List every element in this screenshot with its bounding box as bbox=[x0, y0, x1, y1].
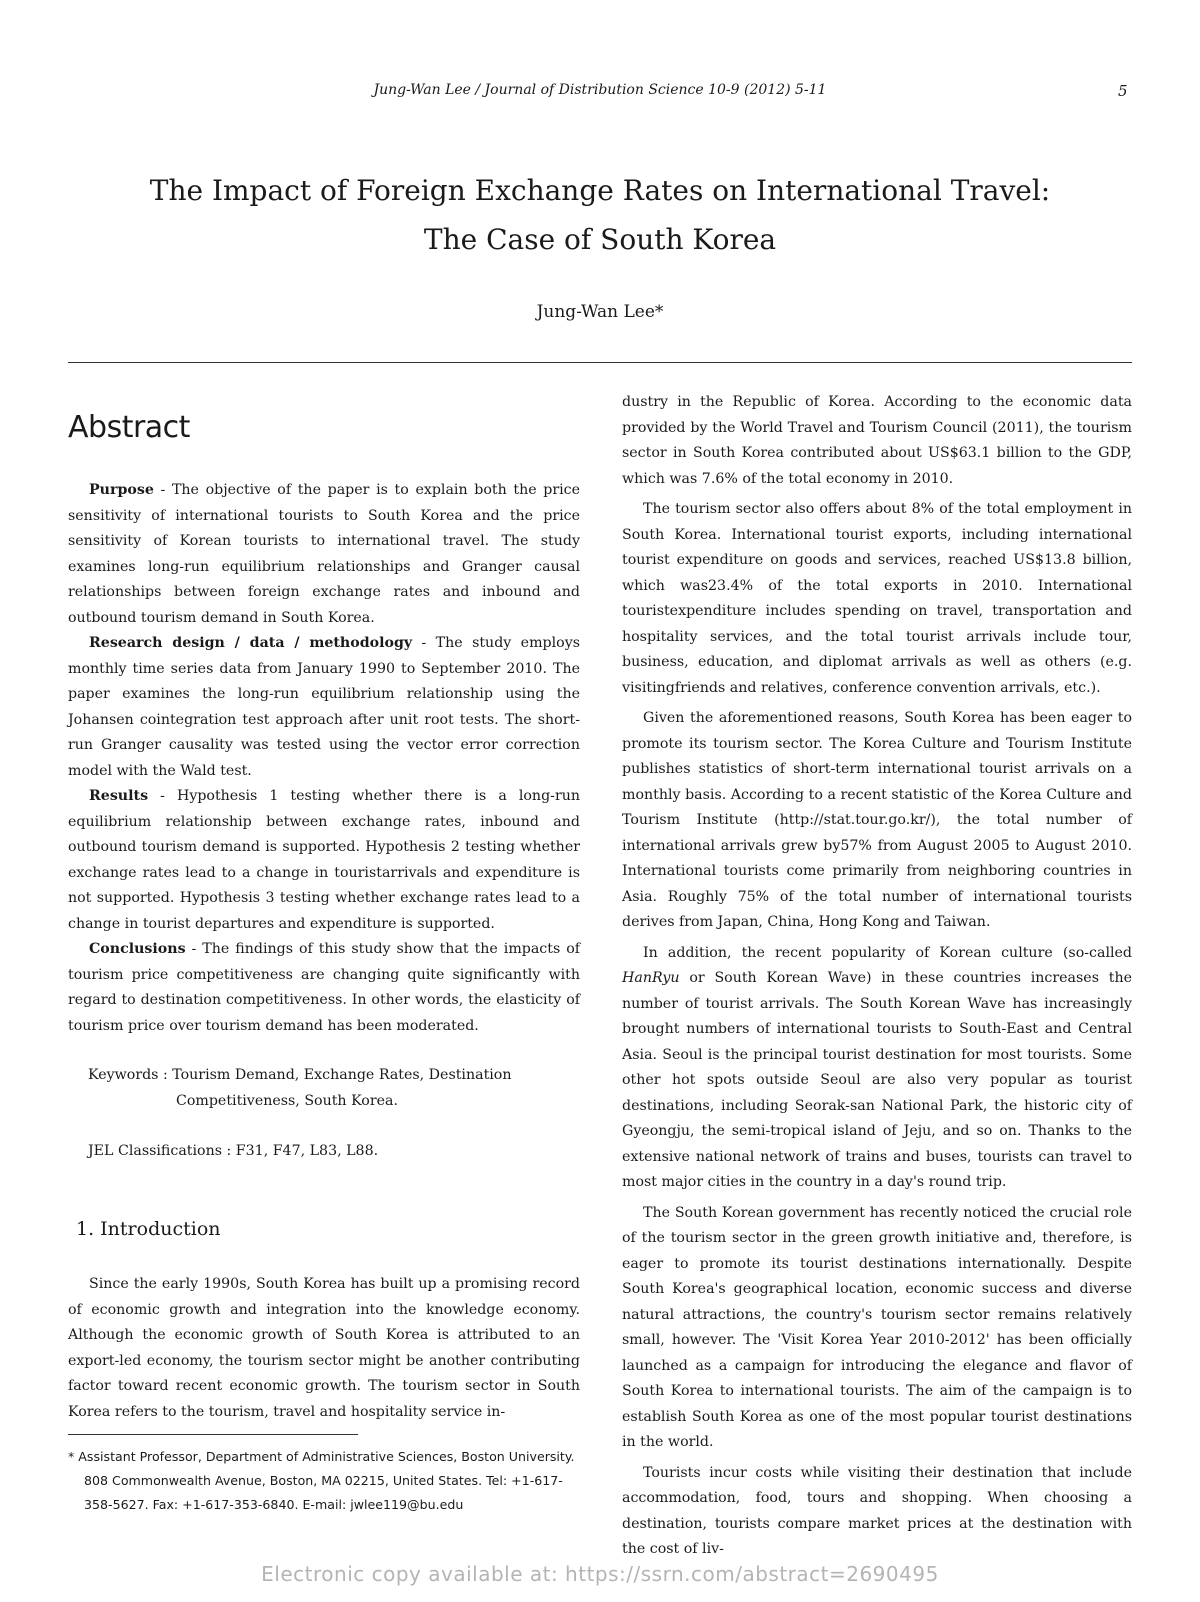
running-head: Jung-Wan Lee / Journal of Distribution Science 10-9 (2012) 5-11 bbox=[373, 82, 827, 98]
introduction-body bbox=[68, 1272, 580, 1425]
abstract-purpose bbox=[68, 478, 580, 631]
abstract-conclusions bbox=[68, 937, 580, 1039]
title-line-1: The Impact of Foreign Exchange Rates on International Travel: bbox=[149, 174, 1051, 207]
ssrn-watermark bbox=[0, 1562, 1200, 1586]
right-paragraph-6: Tourists incur costs while visiting their destination that include accommodation, food, tours and shopping. When choosing a destination, tourists compare market prices at the destination with the cost of liv- bbox=[622, 1464, 1132, 1557]
purpose-label: Purpose bbox=[89, 482, 154, 498]
author-name: Jung-Wan Lee* bbox=[536, 302, 664, 322]
keywords-text: Tourism Demand, Exchange Rates, Destination Competitiveness, South Korea. bbox=[172, 1067, 512, 1109]
abstract-results bbox=[68, 784, 580, 937]
watermark-text: Electronic copy available at: https://ssrn.com/abstract=2690495 bbox=[261, 1562, 939, 1586]
page-number: 5 bbox=[1118, 82, 1128, 100]
intro-paragraph-1: Since the early 1990s, South Korea has built up a promising record of economic growth and integration into the knowledge economy. Although the economic growth of South Korea is attributed to an export-led economy, the tourism sector might be another contributing factor toward recent economic growth. The tourism sector in South Korea refers to the tourism, travel and hospitality service in- bbox=[68, 1276, 580, 1420]
right-paragraph-5: The South Korean government has recently noticed the crucial role of the tourism sector in the green growth initiative and, therefore, is eager to promote its tourist destinations internationally. Despite South Korea's geographical location, economic success and diverse natural attractions, the country's tourism sector remains relatively small, however. The 'Visit Korea Year 2010-2012' has been officially launched as a campaign for introducing the elegance and flavor of South Korea to international tourists. The aim of the campaign is to establish South Korea as one of the most popular tourist destinations in the world. bbox=[622, 1204, 1132, 1450]
conclusions-label: Conclusions bbox=[89, 941, 186, 957]
p4-post: or South Korean Wave) in these countries increases the number of tourist arrivals. The South Korean Wave has increasingly brought numbers of international tourists to South-East and Central Asia. Seoul is the principal tourist destination for most tourists. Some other hot spots outside Seoul are also very popular as tourist destinations, including Seorak-san National Park, the historic city of Gyeongju, the semi-tropical island of Jeju, and so on. Thanks to the extensive national network of trains and buses, tourists can travel to most major cities in the country in a day's round trip. bbox=[622, 970, 1132, 1190]
title-line-2: The Case of South Korea bbox=[423, 223, 777, 256]
section-heading-introduction: 1. Introduction bbox=[76, 1218, 221, 1240]
paper-title bbox=[100, 166, 1100, 264]
abstract-heading: Abstract bbox=[68, 410, 190, 445]
conclusions-text: - The findings of this study show that the impacts of tourism price competitiveness are changing quite significantly with regard to destination competitiveness. In other words, the elasticity of tourism price over tourism demand has been moderated. bbox=[68, 941, 580, 1034]
footnote-divider bbox=[68, 1434, 358, 1435]
right-paragraph-1: dustry in the Republic of Korea. According to the economic data provided by the World Travel and Tourism Council (2011), the tourism sector in South Korea contributed about US$63.1 billion to the GDP, which was 7.6% of the total economy in 2010. bbox=[622, 394, 1132, 487]
design-text: - The study employs monthly time series data from January 1990 to September 2010. The paper examines the long-run equilibrium relationship using the Johansen cointegration test approach after unit root tests. The short-run Granger causality was tested using the vector error correction model with the Wald test. bbox=[68, 635, 580, 779]
right-column bbox=[622, 390, 1132, 1568]
jel-classifications: JEL Classifications : F31, F47, L83, L88. bbox=[88, 1143, 379, 1159]
design-label: Research design / data / methodology bbox=[89, 635, 413, 651]
right-paragraph-4 bbox=[622, 941, 1132, 1196]
title-divider bbox=[68, 362, 1132, 363]
keywords-label: Keywords : bbox=[88, 1067, 173, 1083]
right-paragraph-3: Given the aforementioned reasons, South Korea has been eager to promote its tourism sector. The Korea Culture and Tourism Institute publishes statistics of short-term international tourist arrivals on a monthly basis. According to a recent statistic of the Korea Culture and Tourism Institute (http://stat.tour.go.kr/), the total number of international arrivals grew by57% from August 2005 to August 2010. International tourists come primarily from neighboring countries in Asia. Roughly 75% of the total number of international tourists derives from Japan, China, Hong Kong and Taiwan. bbox=[622, 710, 1132, 930]
results-text: - Hypothesis 1 testing whether there is a long-run equilibrium relationship between exchange rates, inbound and outbound tourism demand is supported. Hypothesis 2 testing whether exchange rates lead to a change in touristarrivals and expenditure is not supported. Hypothesis 3 testing whether exchange rates lead to a change in tourist departures and expenditure is supported. bbox=[68, 788, 580, 932]
abstract-body bbox=[68, 478, 580, 1039]
results-label: Results bbox=[89, 788, 149, 804]
keywords bbox=[88, 1063, 580, 1114]
right-paragraph-2: The tourism sector also offers about 8% of the total employment in South Korea. International tourist exports, including international tourist expenditure on goods and services, reached US$13.8 billion, which was23.4% of the total exports in 2010. International touristexpenditure includes spending on travel, transportation and hospitality services, and the total tourist arrivals include tour, business, education, and diplomat arrivals as well as others (e.g. visitingfriends and relatives, conference convention arrivals, etc.). bbox=[622, 501, 1132, 696]
abstract-design bbox=[68, 631, 580, 784]
p4-pre: In addition, the recent popularity of Korean culture (so-called bbox=[643, 944, 1132, 961]
hanryu-term: HanRyu bbox=[622, 970, 680, 986]
author-footnote: * Assistant Professor, Department of Administrative Sciences, Boston University. 808 Commonwealth Avenue, Boston, MA 02215, United States. Tel: +1-617-358-5627. Fax: +1-617-353-6840. E-mail: jwlee119@bu.edu bbox=[68, 1449, 575, 1512]
purpose-text: - The objective of the paper is to explain both the price sensitivity of international tourists to South Korea and the price sensitivity of Korean tourists to international travel. The study examines long-run equilibrium relationships and Granger causal relationships between foreign exchange rates and inbound and outbound tourism demand in South Korea. bbox=[68, 482, 580, 626]
